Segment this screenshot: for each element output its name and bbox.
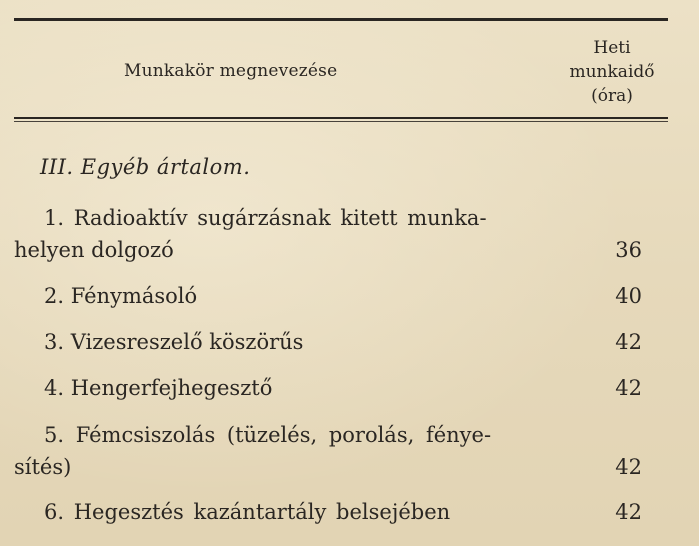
column-header-hours — [560, 36, 664, 108]
list-item-line: 1. Radioaktív sugárzásnak kitett munka- — [44, 206, 487, 230]
list-item-line: helyen dolgozó — [14, 238, 174, 262]
section-title: III. Egyéb ártalom. — [40, 155, 251, 179]
hours-header-line: Heti — [593, 38, 631, 58]
hours-value: 40 — [615, 284, 642, 308]
list-item-line: 2. Fénymásoló — [44, 284, 198, 308]
list-item-line: sítés) — [14, 455, 72, 479]
hours-value: 36 — [615, 238, 642, 262]
header-rule — [14, 117, 668, 119]
hours-value: 42 — [615, 330, 642, 354]
hours-header-line: (óra) — [591, 86, 633, 106]
top-rule — [14, 18, 668, 21]
list-item-line: 3. Vizesreszelő köszörűs — [44, 330, 304, 354]
list-item-line: 5. Fémcsiszolás (tüzelés, porolás, fénye- — [44, 423, 492, 447]
hours-value: 42 — [615, 376, 642, 400]
hours-value: 42 — [615, 455, 642, 479]
hours-header-line: munkaidő — [569, 62, 655, 82]
header-rule-thin — [14, 121, 668, 122]
hours-value: 42 — [615, 500, 642, 524]
column-header-name: Munkakör megnevezése — [124, 61, 338, 81]
list-item-line: 4. Hengerfejhegesztő — [44, 376, 273, 400]
list-item-line: 6. Hegesztés kazántartály belsejében — [44, 500, 451, 524]
